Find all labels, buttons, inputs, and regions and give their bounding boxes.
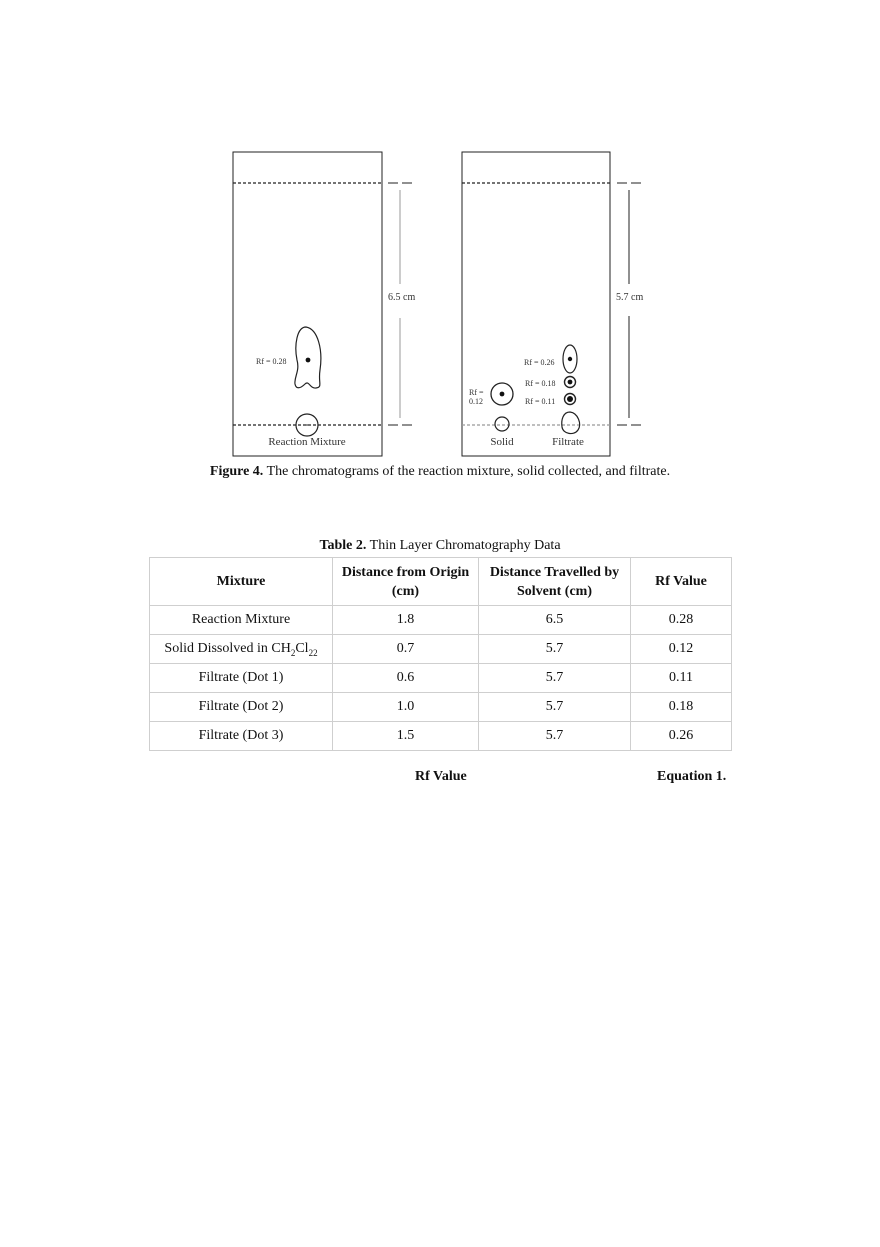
cell-rf-value: 0.28 — [631, 606, 732, 635]
figure-caption — [0, 464, 880, 480]
cell-rf-value: 0.18 — [631, 693, 732, 722]
left-spot-outline — [295, 327, 321, 388]
left-spot-center — [306, 358, 311, 363]
cell-distance-solvent: 5.7 — [479, 635, 631, 664]
right-plate-outline — [462, 152, 610, 456]
left-distance-label: 6.5 cm — [388, 292, 416, 303]
figure-caption-label: Figure 4. — [209, 464, 264, 479]
equation-number-label: Equation 1. — [657, 769, 727, 784]
cell-distance-origin: 0.7 — [333, 635, 479, 664]
cell-rf-value: 0.26 — [631, 722, 732, 751]
filtrate-dot2-rf-label: Rf = 0.18 — [525, 379, 556, 388]
filtrate-origin-spot — [562, 412, 580, 434]
cell-rf-value: 0.12 — [631, 635, 732, 664]
table-caption-text: Thin Layer Chromatography Data — [369, 538, 561, 553]
right-distance-label: 5.7 cm — [616, 292, 644, 303]
cell-mixture: Filtrate (Dot 1) — [150, 664, 333, 693]
cell-distance-origin: 1.8 — [333, 606, 479, 635]
table-row — [150, 693, 732, 722]
table-row — [150, 635, 732, 664]
cell-distance-origin: 1.5 — [333, 722, 479, 751]
table-row — [150, 664, 732, 693]
cell-distance-origin: 0.6 — [333, 664, 479, 693]
cell-distance-solvent: 5.7 — [479, 664, 631, 693]
left-rf-label: Rf = 0.28 — [256, 357, 287, 366]
header-distance-solvent: Distance Travelled by Solvent (cm) — [479, 558, 631, 606]
cell-rf-value: 0.11 — [631, 664, 732, 693]
header-rf-value: Rf Value — [631, 558, 732, 606]
filtrate-lane-label: Filtrate — [552, 436, 584, 448]
table-caption-label: Table 2. — [319, 538, 367, 553]
right-tlc-plate — [462, 152, 642, 456]
table-row — [150, 722, 732, 751]
solid-rf-label-line1: Rf = — [469, 388, 484, 397]
cell-mixture: Filtrate (Dot 3) — [150, 722, 333, 751]
chromatogram-figure — [0, 0, 880, 470]
left-plate-outline — [233, 152, 382, 456]
filtrate-dot3-center — [568, 357, 572, 361]
solid-origin-spot — [495, 417, 509, 431]
filtrate-dot1-center — [567, 396, 573, 402]
filtrate-dot2-center — [568, 380, 573, 385]
solid-spot-center — [500, 392, 505, 397]
solid-rf-label-line2: 0.12 — [469, 397, 483, 406]
cell-distance-solvent: 5.7 — [479, 693, 631, 722]
cell-distance-origin: 1.0 — [333, 693, 479, 722]
filtrate-dot3-rf-label: Rf = 0.26 — [524, 358, 555, 367]
left-lane-label: Reaction Mixture — [268, 436, 346, 448]
cell-mixture-formula: Solid Dissolved in $CH_2Cl_{22}$ — [150, 635, 333, 664]
table-row — [150, 606, 732, 635]
equation-left-label: Rf Value — [415, 769, 467, 784]
figure-caption-text: The chromatograms of the reaction mixture, solid collected, and filtrate. — [266, 464, 671, 479]
solid-lane-label: Solid — [490, 436, 514, 448]
cell-mixture: Reaction Mixture — [150, 606, 333, 635]
header-distance-origin: Distance from Origin (cm) — [333, 558, 479, 606]
cell-distance-solvent: 6.5 — [479, 606, 631, 635]
cell-distance-solvent: 5.7 — [479, 722, 631, 751]
header-mixture: Mixture — [150, 558, 333, 606]
table-caption — [0, 538, 880, 554]
filtrate-dot1-rf-label: Rf = 0.11 — [525, 397, 556, 406]
tlc-plates-drawing — [0, 0, 880, 470]
cell-mixture: Filtrate (Dot 2) — [150, 693, 333, 722]
table-header-row — [150, 558, 732, 606]
left-tlc-plate — [233, 152, 416, 456]
tlc-data-table — [149, 557, 732, 751]
